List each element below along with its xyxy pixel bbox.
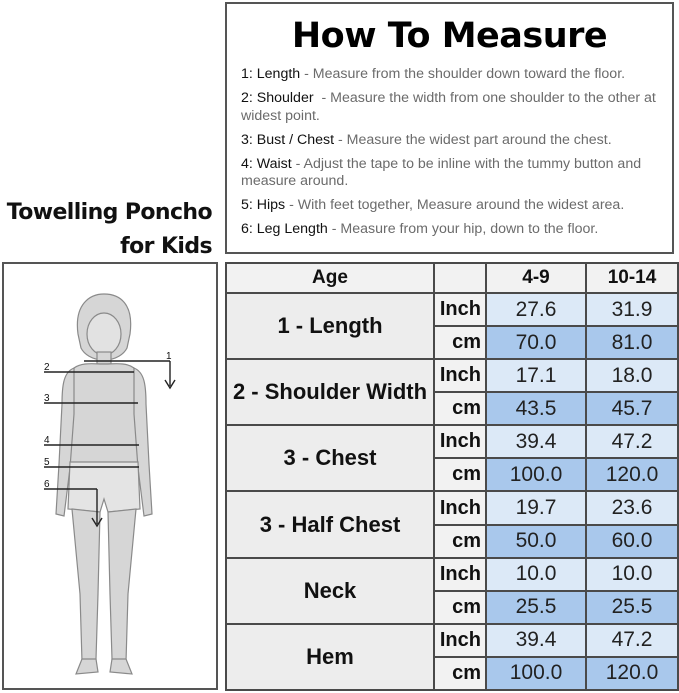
value-cell: 70.0 [486, 326, 586, 359]
unit-label: cm [434, 392, 486, 425]
unit-label: Inch [434, 558, 486, 591]
product-title-line2: for Kids [120, 234, 212, 259]
product-title-line1: Towelling Poncho [6, 200, 212, 225]
measurement-name: Neck [226, 558, 434, 624]
value-cell: 100.0 [486, 657, 586, 690]
size-header: 10-14 [586, 263, 678, 293]
measure-steps-list [241, 66, 665, 245]
value-cell: 60.0 [586, 525, 678, 558]
product-title [0, 196, 212, 264]
unit-label: cm [434, 591, 486, 624]
measurement-name: 3 - Half Chest [226, 491, 434, 557]
value-cell: 25.5 [486, 591, 586, 624]
value-cell: 27.6 [486, 293, 586, 326]
unit-label: cm [434, 458, 486, 491]
measure-step: 2: Shoulder - Measure the width from one shoulder to the other at widest point. [241, 90, 656, 124]
child-body-silhouette [4, 264, 216, 688]
unit-label: Inch [434, 425, 486, 458]
body-figure-panel [2, 262, 218, 690]
value-cell: 43.5 [486, 392, 586, 425]
marker-5: 5 [44, 457, 50, 468]
marker-1: 1 [166, 351, 172, 362]
measurement-name: 1 - Length [226, 293, 434, 359]
marker-2: 2 [44, 362, 50, 373]
unit-label: Inch [434, 491, 486, 524]
unit-label: cm [434, 525, 486, 558]
marker-3: 3 [44, 393, 50, 404]
how-to-measure-panel [225, 2, 674, 254]
value-cell: 10.0 [486, 558, 586, 591]
value-cell: 50.0 [486, 525, 586, 558]
value-cell: 10.0 [586, 558, 678, 591]
value-cell: 25.5 [586, 591, 678, 624]
measure-step: 6: Leg Length - Measure from your hip, down to the floor. [241, 221, 599, 237]
marker-4: 4 [44, 435, 50, 446]
table-row [226, 624, 678, 657]
value-cell: 45.7 [586, 392, 678, 425]
value-cell: 39.4 [486, 425, 586, 458]
marker-6: 6 [44, 479, 50, 490]
size-header: 4-9 [486, 263, 586, 293]
measurement-name: Hem [226, 624, 434, 690]
size-chart-table [225, 262, 679, 691]
age-header: Age [226, 263, 434, 293]
table-row [226, 491, 678, 524]
value-cell: 23.6 [586, 491, 678, 524]
unit-label: Inch [434, 624, 486, 657]
unit-label: cm [434, 326, 486, 359]
value-cell: 18.0 [586, 359, 678, 392]
measure-step: 1: Length - Measure from the shoulder down toward the floor. [241, 66, 626, 82]
value-cell: 19.7 [486, 491, 586, 524]
unit-label: Inch [434, 293, 486, 326]
value-cell: 31.9 [586, 293, 678, 326]
unit-label: Inch [434, 359, 486, 392]
measurement-name: 2 - Shoulder Width [226, 359, 434, 425]
value-cell: 120.0 [586, 458, 678, 491]
table-header-row [226, 263, 678, 293]
value-cell: 39.4 [486, 624, 586, 657]
table-row [226, 425, 678, 458]
value-cell: 17.1 [486, 359, 586, 392]
value-cell: 120.0 [586, 657, 678, 690]
measure-step: 3: Bust / Chest - Measure the widest part around the chest. [241, 131, 612, 148]
value-cell: 47.2 [586, 425, 678, 458]
unit-label: cm [434, 657, 486, 690]
table-row [226, 293, 678, 326]
unit-header [434, 263, 486, 293]
measure-step: 4: Waist - Adjust the tape to be inline with the tummy button and measure around. [241, 155, 642, 189]
measure-step: 5: Hips - With feet together, Measure around the widest area. [241, 197, 625, 213]
how-to-measure-title: How To Measure [291, 16, 608, 56]
table-row [226, 359, 678, 392]
value-cell: 100.0 [486, 458, 586, 491]
table-row [226, 558, 678, 591]
value-cell: 47.2 [586, 624, 678, 657]
measurement-name: 3 - Chest [226, 425, 434, 491]
value-cell: 81.0 [586, 326, 678, 359]
